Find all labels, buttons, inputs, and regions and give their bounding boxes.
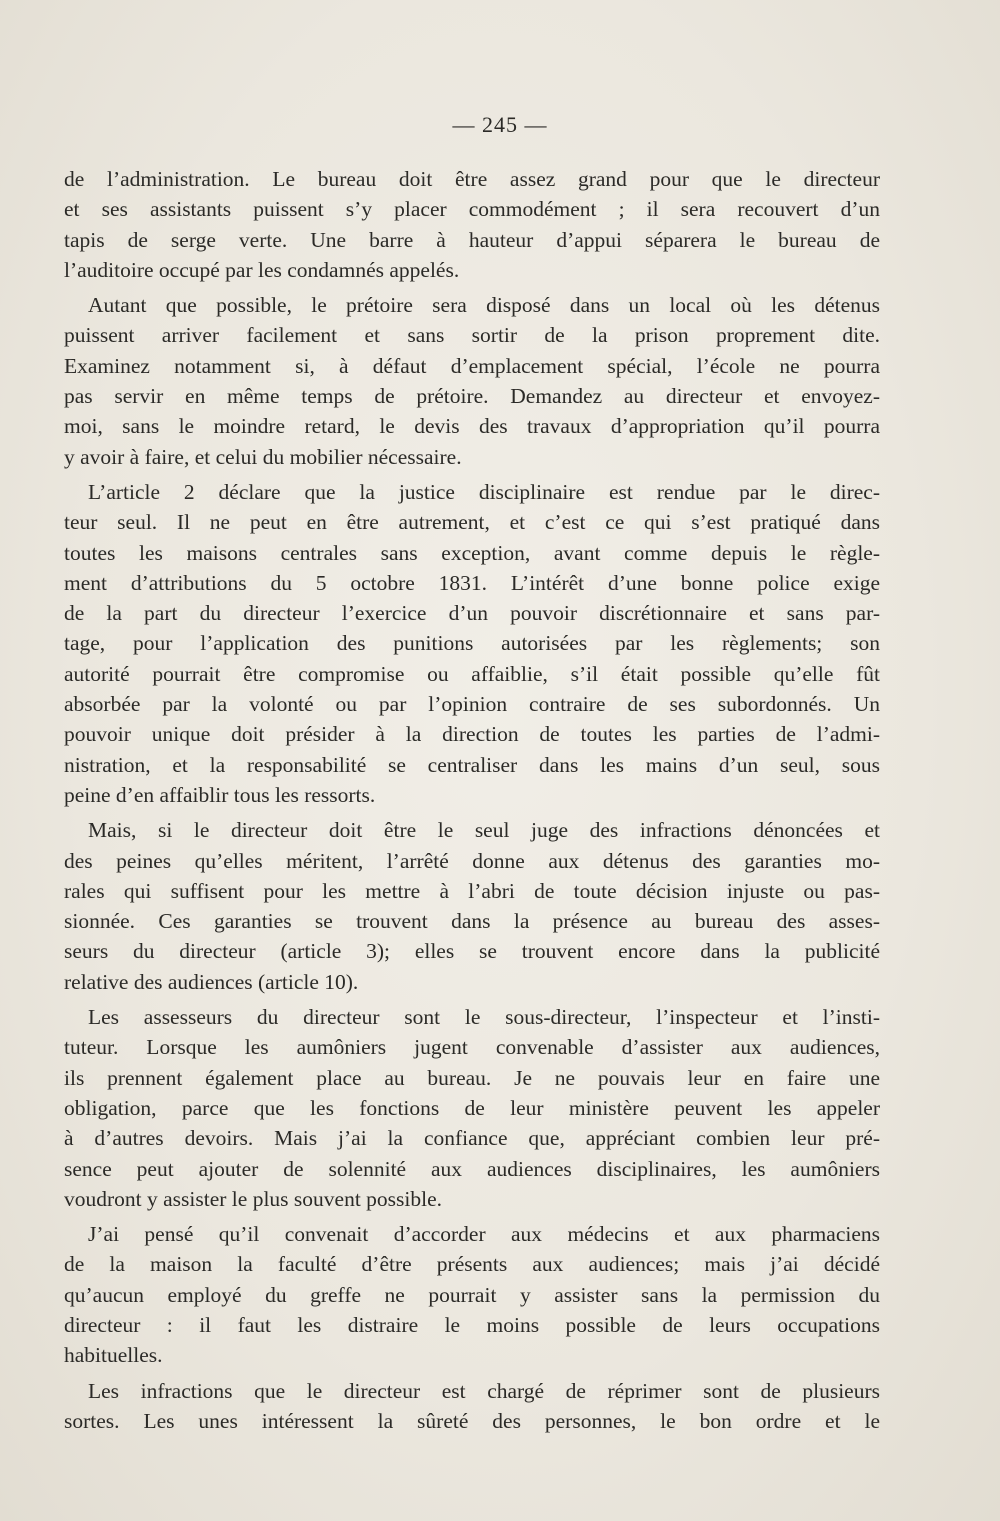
text-line: à d’autres devoirs. Mais j’ai la confiance que, appréciant combien leur pré- — [64, 1126, 880, 1151]
text-line: tage, pour l’application des punitions autorisées par les règlements; son — [64, 631, 880, 656]
text-line: sence peut ajouter de solennité aux audiences disciplinaires, les aumôniers — [64, 1156, 880, 1181]
paragraph — [64, 290, 880, 472]
text-line: toutes les maisons centrales sans exception, avant comme depuis le règle- — [64, 540, 880, 565]
text-line: l’auditoire occupé par les condamnés appelés. — [64, 257, 460, 282]
text-line: tapis de serge verte. Une barre à hauteur d’appui séparera le bureau de — [64, 227, 880, 252]
text-line: teur seul. Il ne peut en être autrement, et c’est ce qui s’est pratiqué dans — [64, 510, 880, 535]
paragraph — [64, 1219, 880, 1370]
page-number: — 245 — — [452, 112, 548, 137]
text-line: qu’aucun employé du greffe ne pourrait y assister sans la permission du — [64, 1282, 880, 1307]
text-line: sortes. Les unes intéressent la sûreté des personnes, le bon ordre et le — [64, 1408, 880, 1433]
text-line: y avoir à faire, et celui du mobilier nécessaire. — [64, 444, 462, 469]
text-line: Les infractions que le directeur est chargé de réprimer sont de plusieurs — [88, 1378, 880, 1403]
text-line: ment d’attributions du 5 octobre 1831. L’intérêt d’une bonne police exige — [64, 570, 880, 595]
text-line: L’article 2 déclare que la justice disciplinaire est rendue par le direc- — [88, 479, 880, 504]
text-line: absorbée par la volonté ou par l’opinion contraire de ses subordonnés. Un — [64, 692, 880, 717]
text-line: des peines qu’elles méritent, l’arrêté donne aux détenus des garanties mo- — [64, 848, 880, 873]
body-text — [64, 164, 880, 1441]
text-line: Examinez notamment si, à défaut d’emplacement spécial, l’école ne pourra — [64, 353, 880, 378]
text-line: tuteur. Lorsque les aumôniers jugent convenable d’assister aux audiences, — [64, 1035, 880, 1060]
text-line: ils prennent également place au bureau. Je ne pouvais leur en faire une — [64, 1065, 880, 1090]
text-line: et ses assistants puissent s’y placer commodément ; il sera recouvert d’un — [64, 197, 880, 222]
text-line: Les assesseurs du directeur sont le sous-directeur, l’inspecteur et l’insti- — [88, 1005, 880, 1030]
text-line: puissent arriver facilement et sans sortir de la prison proprement dite. — [64, 323, 880, 348]
text-line: habituelles. — [64, 1343, 163, 1368]
text-line: peine d’en affaiblir tous les ressorts. — [64, 782, 376, 807]
text-line: seurs du directeur (article 3); elles se trouvent encore dans la publicité — [64, 939, 880, 964]
text-line: pouvoir unique doit présider à la direction de toutes les parties de l’admi- — [64, 722, 880, 747]
paragraph — [64, 1376, 880, 1437]
text-line: sionnée. Ces garanties se trouvent dans la présence au bureau des asses- — [64, 909, 880, 934]
text-line: de la maison la faculté d’être présents aux audiences; mais j’ai décidé — [64, 1252, 880, 1277]
text-line: autorité pourrait être compromise ou affaiblie, s’il était possible qu’elle fût — [64, 661, 880, 686]
text-line: J’ai pensé qu’il convenait d’accorder aux médecins et aux pharmaciens — [88, 1222, 880, 1247]
text-line: de l’administration. Le bureau doit être assez grand pour que le directeur — [64, 167, 880, 191]
text-line: Mais, si le directeur doit être le seul juge des infractions dénoncées et — [88, 818, 880, 843]
paragraph — [64, 1002, 880, 1214]
text-line: de la part du directeur l’exercice d’un pouvoir discrétionnaire et sans par- — [64, 601, 880, 626]
text-line: relative des audiences (article 10). — [64, 969, 359, 994]
text-line: directeur : il faut les distraire le moins possible de leurs occupations — [64, 1312, 880, 1337]
paragraph — [64, 477, 880, 810]
text-line: voudront y assister le plus souvent possible. — [64, 1186, 443, 1211]
paragraph — [64, 815, 880, 997]
text-line: pas servir en même temps de prétoire. Demandez au directeur et envoyez- — [64, 384, 880, 409]
text-line: nistration, et la responsabilité se centraliser dans les mains d’un seul, sous — [64, 752, 880, 777]
text-line: obligation, parce que les fonctions de leur ministère peuvent les appeler — [64, 1095, 880, 1120]
text-line: Autant que possible, le prétoire sera disposé dans un local où les détenus — [88, 293, 880, 318]
text-line: rales qui suffisent pour les mettre à l’abri de toute décision injuste ou pas- — [64, 878, 880, 903]
paragraph — [64, 164, 880, 285]
text-line: moi, sans le moindre retard, le devis des travaux d’appropriation qu’il pourra — [64, 414, 880, 439]
